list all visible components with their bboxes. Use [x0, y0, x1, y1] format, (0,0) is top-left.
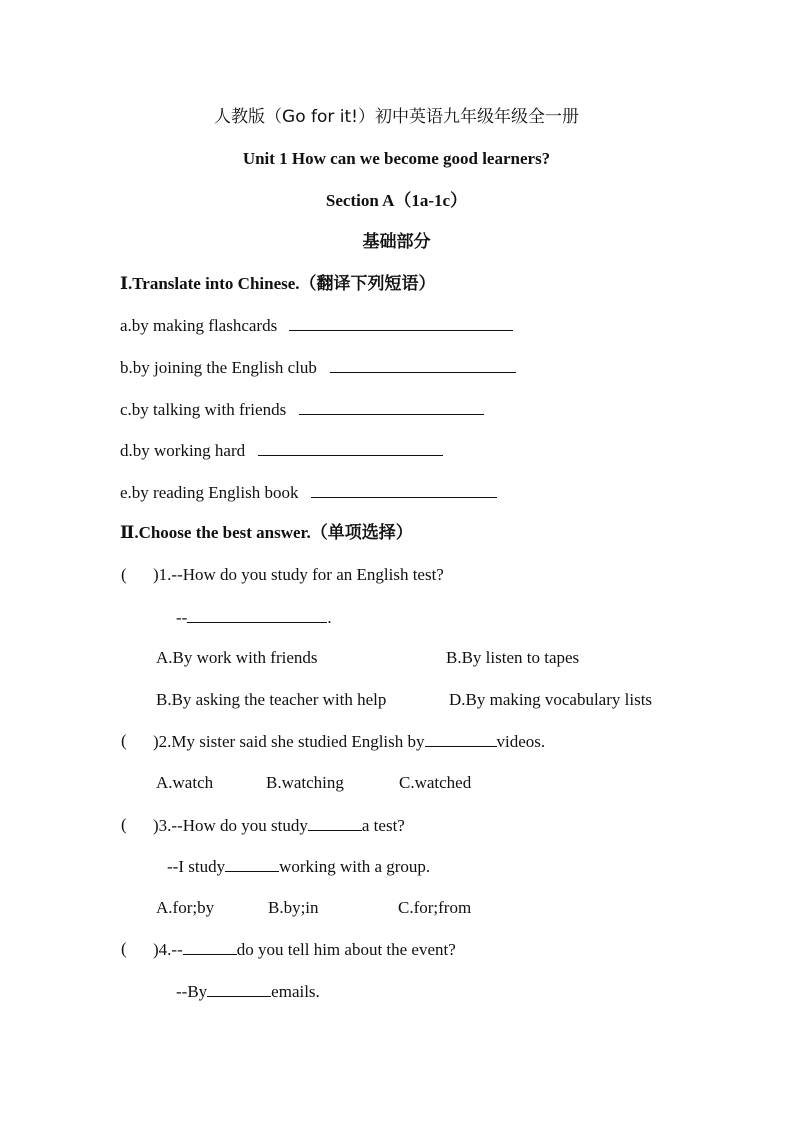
q1-option-b: B.By listen to tapes	[446, 648, 580, 667]
question-1-answer	[176, 606, 332, 629]
answer-suffix: .	[327, 608, 332, 627]
answer-blank	[299, 398, 484, 415]
translate-item-b	[120, 356, 516, 379]
question-3-answer	[167, 855, 430, 878]
section-title: Section A（1a-1c）	[325, 191, 468, 210]
answer-blank	[225, 855, 279, 872]
answer-blank	[183, 938, 237, 955]
question-text: )1.--How do you study for an English test?	[153, 565, 444, 584]
answer-text-pre: --By	[176, 982, 208, 1001]
q2-option-c: C.watched	[399, 773, 472, 792]
answer-paren: (	[121, 565, 127, 584]
translate-item-e	[120, 481, 497, 504]
translate-item-text: b.by joining the English club	[120, 358, 317, 377]
question-text-pre: )2.My sister said she studied English by	[153, 732, 425, 751]
answer-blank	[311, 481, 497, 498]
question-text	[153, 938, 456, 961]
q2-option-a: A.watch	[156, 773, 214, 792]
answer-paren: (	[121, 815, 127, 834]
answer-blank	[425, 730, 497, 747]
translate-item-text: d.by working hard	[120, 441, 246, 460]
answer-prefix: --	[176, 608, 188, 627]
answer-blank	[258, 439, 443, 456]
q3-option-c: C.for;from	[398, 898, 472, 917]
answer-blank	[330, 356, 516, 373]
part-title: 基础部分	[362, 232, 431, 251]
answer-text-post: working with a group.	[279, 857, 431, 876]
unit-title: Unit 1 How can we become good learners?	[242, 149, 551, 168]
question-4-answer	[176, 980, 320, 1003]
answer-blank	[187, 606, 327, 623]
question-text	[153, 730, 545, 753]
question-text-post: a test?	[361, 816, 405, 835]
translate-item-d	[120, 439, 443, 462]
q3-option-b: B.by;in	[268, 898, 319, 917]
part1-heading: Ⅰ.Translate into Chinese.（翻译下列短语）	[120, 274, 436, 293]
translate-item-a	[120, 314, 513, 337]
q1-option-d: D.By making vocabulary lists	[449, 690, 653, 709]
answer-text-pre: --I study	[167, 857, 226, 876]
translate-item-text: c.by talking with friends	[120, 400, 287, 419]
answer-blank	[308, 814, 362, 831]
answer-paren: (	[121, 731, 127, 750]
question-text-post: do you tell him about the event?	[236, 940, 456, 959]
answer-blank	[207, 980, 271, 997]
q2-option-b: B.watching	[266, 773, 344, 792]
question-text-post: videos.	[496, 732, 546, 751]
answer-text-post: emails.	[271, 982, 320, 1001]
q3-option-a: A.for;by	[156, 898, 215, 917]
question-text-pre: )4.--	[153, 940, 183, 959]
question-text-pre: )3.--How do you study	[153, 816, 308, 835]
translate-item-text: e.by reading English book	[120, 483, 299, 502]
translate-item-text: a.by making flashcards	[120, 316, 278, 335]
question-text	[153, 814, 405, 837]
document-title: 人教版（Go for it!）初中英语九年级年级全一册	[214, 107, 579, 127]
translate-item-c	[120, 398, 484, 421]
q1-option-c: B.By asking the teacher with help	[156, 690, 387, 709]
q1-option-a: A.By work with friends	[156, 648, 318, 667]
part2-heading: Ⅱ.Choose the best answer.（单项选择）	[120, 523, 413, 542]
answer-blank	[289, 314, 513, 331]
answer-paren: (	[121, 939, 127, 958]
